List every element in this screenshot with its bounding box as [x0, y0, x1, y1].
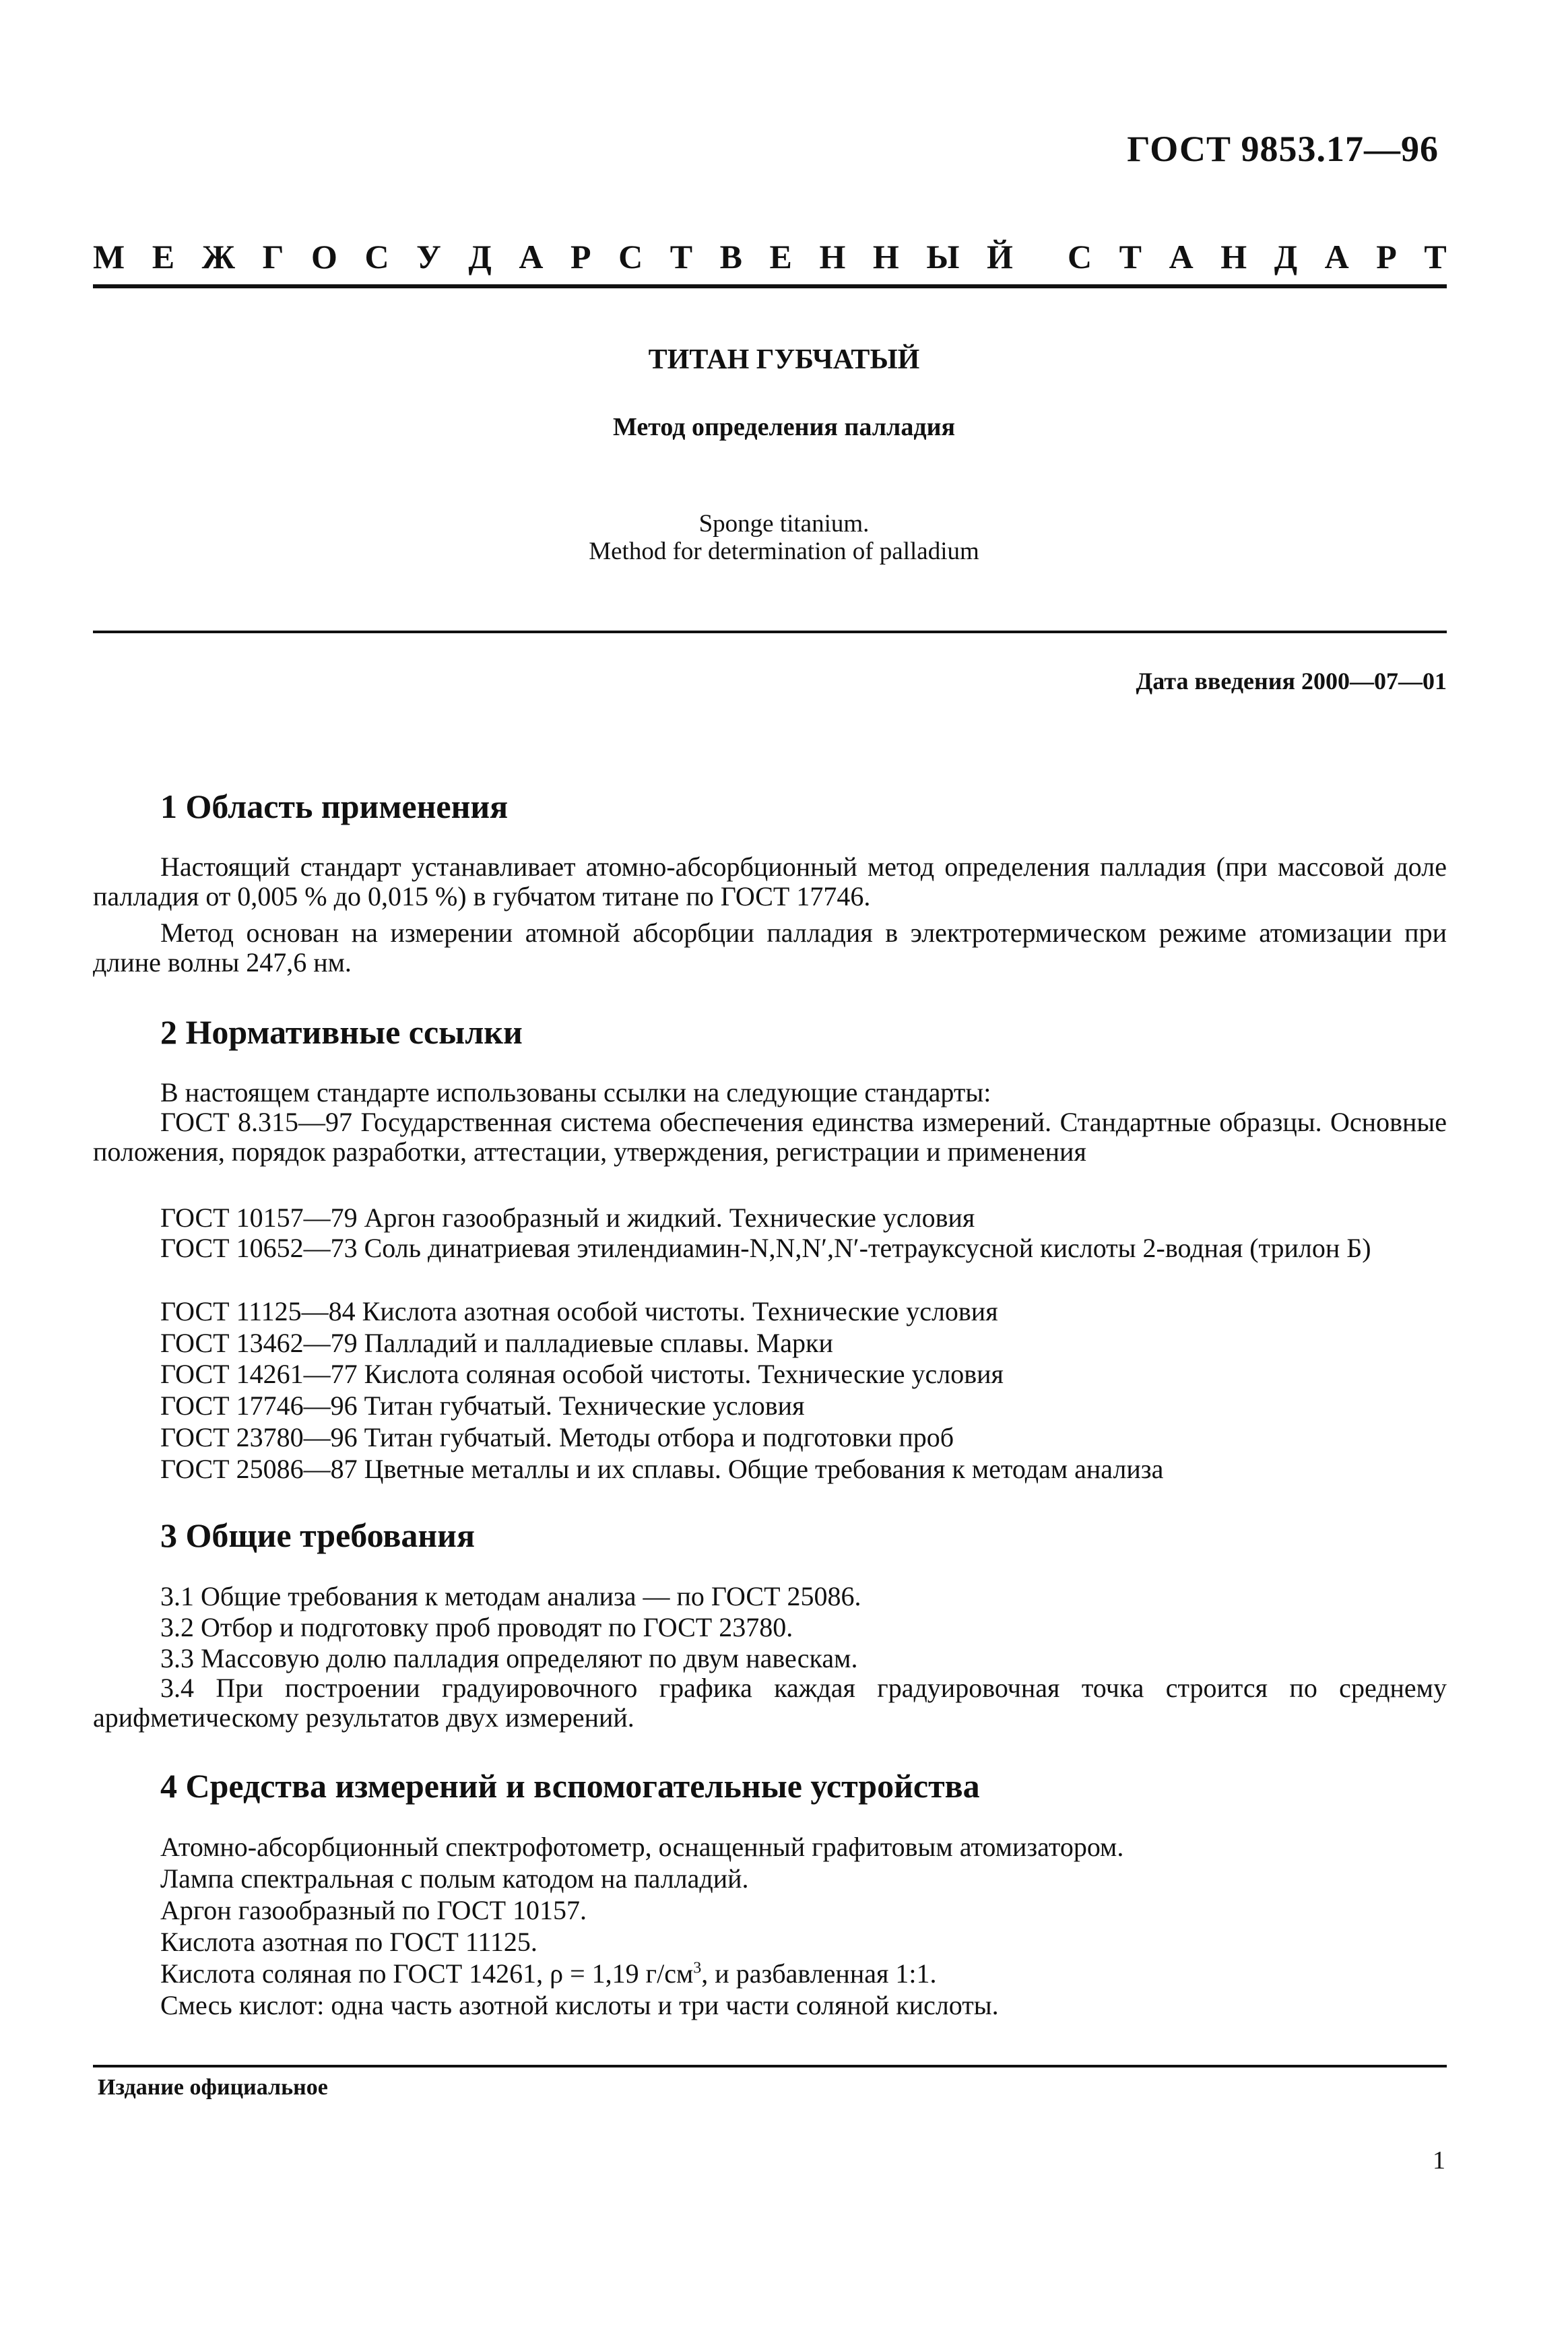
footer-divider — [93, 2065, 1447, 2067]
banner-letter: А — [1169, 238, 1194, 276]
reference-item: ГОСТ 17746—96 Титан губчатый. Технические условия — [160, 1390, 805, 1421]
banner-letter: Г — [262, 238, 284, 276]
reference-item: ГОСТ 23780—96 Титан губчатый. Методы отбора и подготовки проб — [160, 1422, 954, 1452]
banner-letter: Д — [468, 238, 492, 276]
references-intro: В настоящем стандарте использованы ссылки на следующие стандарты: — [160, 1077, 991, 1108]
banner-letter: С — [618, 238, 643, 276]
banner-letter: В — [719, 238, 742, 276]
reference-item: ГОСТ 14261—77 Кислота соляная особой чистоты. Технические условия — [160, 1359, 1004, 1389]
banner-letter: Н — [872, 238, 899, 276]
banner-letter: Ж — [201, 238, 236, 276]
section-1-p1-text: Настоящий стандарт устанавливает атомно-абсорбционный метод определения палладия (при массовой доле палладия от 0,005 % до 0,015 %) в губчатом титане по ГОСТ 17746. — [93, 852, 1447, 911]
requirement-item — [93, 1673, 1447, 1733]
requirement-item: 3.3 Массовую долю палладия определяют по двум навескам. — [160, 1643, 858, 1673]
section-1-heading: 1 Область применения — [160, 788, 509, 825]
requirement-item: 3.2 Отбор и подготовку проб проводят по ГОСТ 23780. — [160, 1612, 793, 1642]
banner-letter: Ы — [926, 238, 960, 276]
banner-letter: Т — [1424, 238, 1447, 276]
requirement-item: 3.1 Общие требования к методам анализа — по ГОСТ 25086. — [160, 1581, 861, 1611]
section-1-paragraph-2 — [93, 918, 1447, 977]
banner-letter: О — [311, 238, 337, 276]
banner-letter: А — [519, 238, 544, 276]
english-title-line-2: Method for determination of palladium — [589, 538, 979, 565]
reference-text: ГОСТ 8.315—97 Государственная система обеспечения единства измерений. Стандартные образцы. Основные положения, порядок разработки, аттестации, утверждения, регистрации и применения — [93, 1107, 1447, 1167]
edition-label: Издание официальное — [98, 2075, 328, 2100]
banner-letter: Н — [819, 238, 846, 276]
banner-letter: Т — [669, 238, 693, 276]
reference-item — [93, 1233, 1447, 1263]
banner-letter: С — [1068, 238, 1092, 276]
equipment-item — [160, 1958, 937, 1989]
banner-letter: Р — [570, 238, 591, 276]
equipment-text: Кислота соляная по ГОСТ 14261, ρ = 1,19 г/см — [160, 1958, 694, 1989]
section-4-heading: 4 Средства измерений и вспомогательные устройства — [160, 1767, 980, 1805]
english-title-line-1: Sponge titanium. — [698, 510, 870, 538]
effective-date: Дата введения 2000—07—01 — [1136, 668, 1447, 695]
reference-item — [93, 1108, 1447, 1167]
banner-letter: Т — [1119, 238, 1142, 276]
equipment-item: Лампа спектральная с полым катодом на палладий. — [160, 1863, 749, 1894]
section-2-heading: 2 Нормативные ссылки — [160, 1013, 523, 1051]
equipment-text: , и разбавленная 1:1. — [701, 1958, 937, 1989]
banner-letter: Р — [1376, 238, 1397, 276]
banner-letter: М — [93, 238, 125, 276]
title-divider — [93, 631, 1447, 633]
superscript: 3 — [693, 1959, 702, 1977]
banner-letter: А — [1324, 238, 1349, 276]
page-number: 1 — [1433, 2146, 1445, 2175]
reference-text: ГОСТ 10652—73 Соль динатриевая этилендиамин-N,N,N′,N′-тетрауксусной кислоты 2-водная (трилон Б) — [160, 1233, 1371, 1263]
banner-letter: Е — [152, 238, 175, 276]
document-number: ГОСТ 9853.17—96 — [1127, 129, 1439, 169]
reference-item: ГОСТ 13462—79 Палладий и палладиевые сплавы. Марки — [160, 1328, 833, 1358]
banner-letter: Й — [987, 238, 1013, 276]
banner-letter: У — [416, 238, 441, 276]
standard-banner — [93, 237, 1447, 276]
document-subtitle: Метод определения палладия — [612, 413, 956, 441]
reference-item: ГОСТ 10157—79 Аргон газообразный и жидкий. Технические условия — [160, 1202, 975, 1233]
reference-item: ГОСТ 11125—84 Кислота азотная особой чистоты. Технические условия — [160, 1296, 998, 1326]
banner-letter: С — [364, 238, 389, 276]
document-title: ТИТАН ГУБЧАТЫЙ — [648, 344, 920, 375]
equipment-item: Атомно-абсорбционный спектрофотометр, оснащенный графитовым атомизатором. — [160, 1832, 1124, 1862]
banner-letter: Н — [1220, 238, 1247, 276]
banner-letter: Д — [1274, 238, 1298, 276]
section-1-p2-text: Метод основан на измерении атомной абсорбции палладия в электротермическом режиме атомизации при длине волны 247,6 нм. — [93, 918, 1447, 977]
header-divider — [93, 284, 1447, 288]
reference-item: ГОСТ 25086—87 Цветные металлы и их сплавы. Общие требования к методам анализа — [160, 1454, 1164, 1484]
requirement-text: 3.4 При построении градуировочного графика каждая градуировочная точка строится по среднему арифметическому результатов двух измерений. — [93, 1673, 1447, 1733]
section-1-paragraph-1 — [93, 852, 1447, 911]
equipment-item: Кислота азотная по ГОСТ 11125. — [160, 1927, 537, 1957]
section-3-heading: 3 Общие требования — [160, 1516, 476, 1554]
equipment-item: Аргон газообразный по ГОСТ 10157. — [160, 1895, 587, 1925]
banner-letter: Е — [769, 238, 792, 276]
equipment-item: Смесь кислот: одна часть азотной кислоты и три части соляной кислоты. — [160, 1990, 999, 2020]
